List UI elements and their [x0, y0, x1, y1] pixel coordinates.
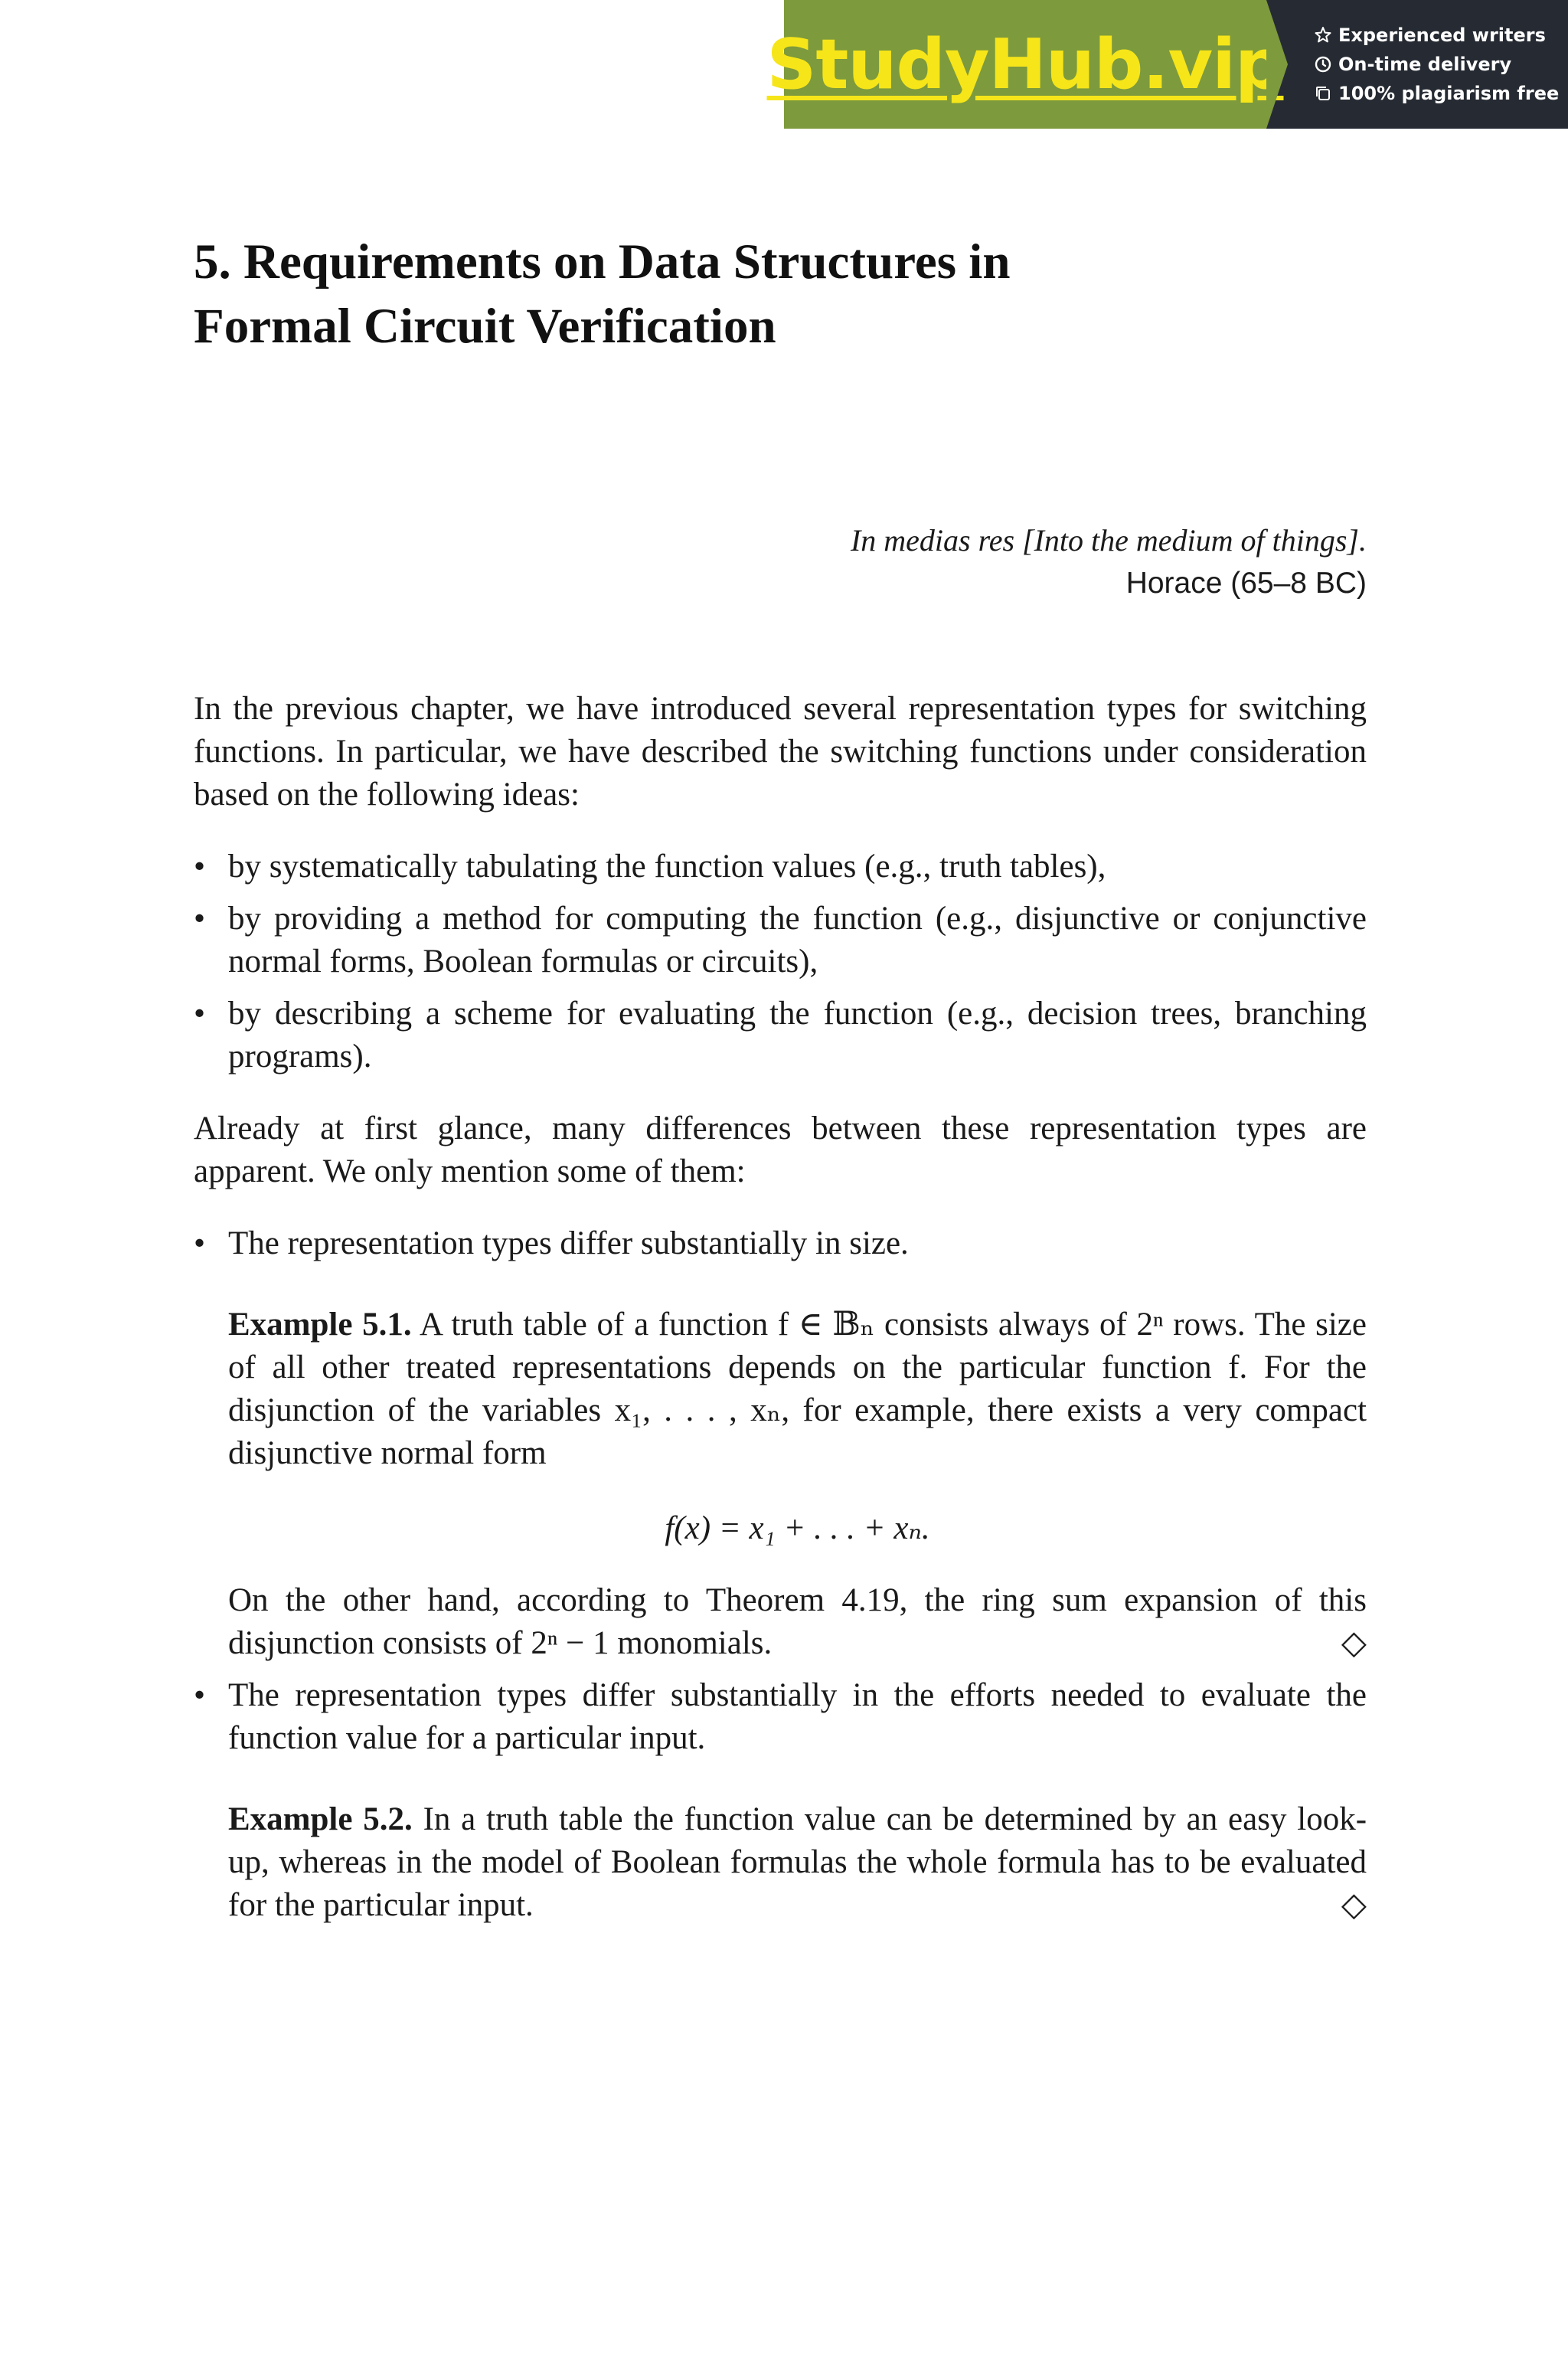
list-item-text: by systematically tabulating the function values (e.g., truth tables),: [228, 849, 1106, 885]
equation: f(x) = x₁ + . . . + xₙ.: [665, 1510, 930, 1546]
bullet: •: [194, 849, 206, 885]
example-text: On the other hand, according to Theorem 4.19, the ring sum expansion of this disjunction consists of 2ⁿ − 1 monomials.: [228, 1582, 1367, 1661]
glance-paragraph: Already at first glance, many differences between these representation types are apparent. We only mention some of them:: [194, 1110, 1367, 1189]
list-item-text: by providing a method for computing the function (e.g., disjunctive or conjunctive normal forms, Boolean formulas or circuits),: [228, 901, 1367, 980]
list-item-text: The representation types differ substantially in size.: [228, 1225, 909, 1261]
end-of-example-icon: ◇: [1341, 1625, 1367, 1661]
end-of-example-icon: ◇: [1341, 1887, 1367, 1923]
copy-icon: [1314, 84, 1332, 103]
banner-brand[interactable]: [766, 0, 1284, 129]
bullet: •: [194, 901, 206, 937]
list-item-text: The representation types differ substantially in the efforts needed to evaluate the function value for a particular input.: [228, 1677, 1367, 1756]
example-body: [228, 1798, 1367, 1927]
list-item: [194, 1222, 1367, 1665]
intro-paragraph: In the previous chapter, we have introduced several representation types for switching functions. In particular, we have described the switching functions under consideration based on the following ideas:: [194, 691, 1367, 813]
epigraph: [194, 519, 1367, 605]
list-item: [194, 846, 1367, 888]
example-label: Example 5.1.: [228, 1307, 412, 1343]
example-5-1: [228, 1303, 1367, 1665]
example-body-continued: [228, 1579, 1367, 1665]
list-item: [194, 993, 1367, 1078]
banner-feature-writers: [1314, 25, 1568, 46]
banner-feature-delivery: [1314, 54, 1568, 75]
differences-list: [194, 1222, 1367, 1927]
clock-icon: [1314, 55, 1332, 74]
page-content: [194, 230, 1367, 1927]
banner-feature-label: 100% plagiarism free: [1338, 83, 1560, 104]
chapter-title: [194, 230, 1367, 358]
bullet: •: [194, 996, 206, 1032]
list-item-text: by describing a scheme for evaluating the function (e.g., decision trees, branching programs).: [228, 996, 1367, 1075]
example-body: [228, 1303, 1367, 1475]
chapter-title-line-1: 5. Requirements on Data Structures in: [194, 234, 1011, 289]
list-item: [194, 1674, 1367, 1927]
banner-info: [1266, 0, 1568, 129]
ad-banner[interactable]: [766, 0, 1568, 129]
banner-brand-text: StudyHub.vip: [766, 24, 1284, 105]
epigraph-quote: In medias res [Into the medium of things].: [850, 523, 1367, 558]
example-text: A truth table of a function f ∈ 𝔹ₙ consists always of 2ⁿ rows. The size of all other treated representations depends on the particular function f. For the disjunction of the variables x₁, . . . , xₙ, for example, there exists a very compact disjunctive normal form: [228, 1307, 1367, 1471]
banner-feature-label: Experienced writers: [1338, 25, 1546, 46]
banner-feature-label: On-time delivery: [1338, 54, 1512, 75]
epigraph-author: Horace (65–8 BC): [1125, 567, 1367, 600]
banner-notch: [1266, 0, 1288, 129]
example-5-2: [228, 1798, 1367, 1927]
bullet: •: [194, 1225, 206, 1261]
chapter-title-line-2: Formal Circuit Verification: [194, 299, 776, 354]
example-text: In a truth table the function value can be determined by an easy look-up, whereas in the model of Boolean formulas the whole formula has to be evaluated for the particular input.: [228, 1801, 1367, 1923]
example-label: Example 5.2.: [228, 1801, 413, 1837]
bullet: •: [194, 1677, 206, 1713]
star-icon: [1314, 26, 1332, 44]
list-item: [194, 898, 1367, 983]
banner-feature-plagiarism: [1314, 83, 1568, 104]
ideas-list: [194, 846, 1367, 1078]
